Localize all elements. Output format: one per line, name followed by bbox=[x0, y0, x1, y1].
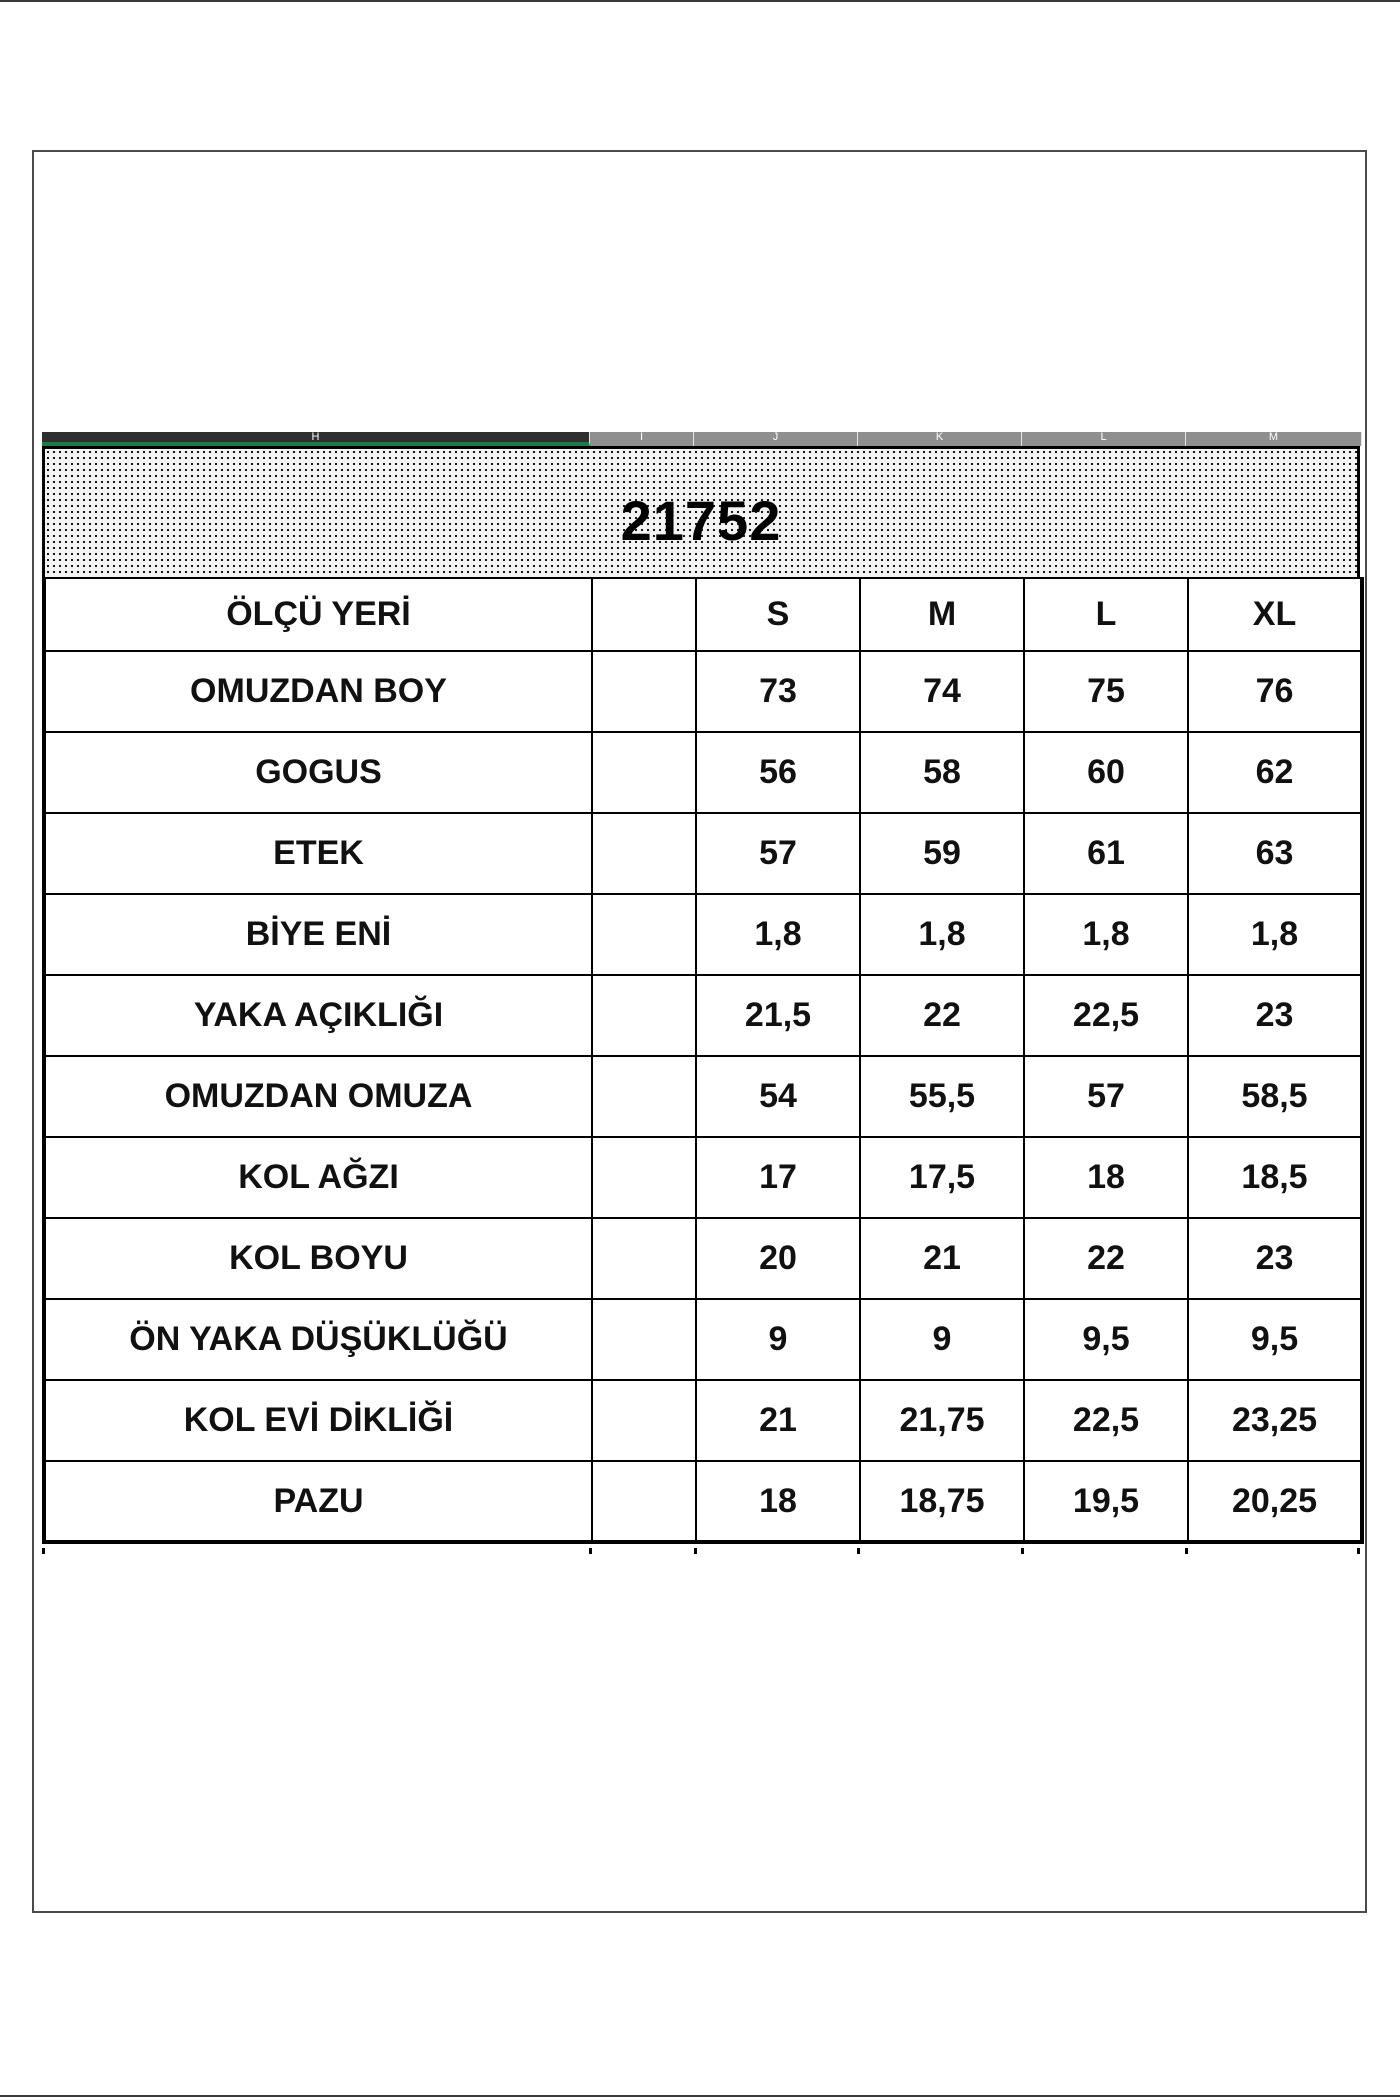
grid-tick bbox=[1021, 1548, 1024, 1554]
column-header-m: M bbox=[1186, 432, 1362, 446]
table-row bbox=[44, 813, 1362, 894]
table-row bbox=[44, 1137, 1362, 1218]
blank-cell bbox=[592, 975, 696, 1056]
measurement-label: GOGUS bbox=[44, 732, 592, 813]
value-cell-xl: 63 bbox=[1188, 813, 1362, 894]
value-cell-xl: 58,5 bbox=[1188, 1056, 1362, 1137]
value-cell-l: 60 bbox=[1024, 732, 1188, 813]
value-cell-s: 18 bbox=[696, 1461, 860, 1542]
page-bottom-rule bbox=[0, 2095, 1400, 2097]
value-cell-s: 73 bbox=[696, 651, 860, 732]
header-size-s: S bbox=[696, 578, 860, 651]
value-cell-xl: 23 bbox=[1188, 1218, 1362, 1299]
grid-tick bbox=[857, 1548, 860, 1554]
value-cell-l: 18 bbox=[1024, 1137, 1188, 1218]
column-header-l: L bbox=[1022, 432, 1186, 446]
value-cell-s: 9 bbox=[696, 1299, 860, 1380]
column-header-h: H bbox=[42, 432, 590, 446]
grid-tick bbox=[589, 1548, 592, 1554]
value-cell-s: 54 bbox=[696, 1056, 860, 1137]
value-cell-xl: 1,8 bbox=[1188, 894, 1362, 975]
value-cell-xl: 76 bbox=[1188, 651, 1362, 732]
spreadsheet-column-strip bbox=[42, 432, 1362, 446]
value-cell-s: 17 bbox=[696, 1137, 860, 1218]
value-cell-l: 9,5 bbox=[1024, 1299, 1188, 1380]
table-row bbox=[44, 1218, 1362, 1299]
value-cell-m: 21,75 bbox=[860, 1380, 1024, 1461]
header-blank-cell bbox=[592, 578, 696, 651]
value-cell-m: 74 bbox=[860, 651, 1024, 732]
table-row bbox=[44, 975, 1362, 1056]
grid-tick bbox=[1185, 1548, 1188, 1554]
value-cell-m: 9 bbox=[860, 1299, 1024, 1380]
blank-cell bbox=[592, 1137, 696, 1218]
value-cell-xl: 9,5 bbox=[1188, 1299, 1362, 1380]
table-row bbox=[44, 651, 1362, 732]
measurement-label: YAKA AÇIKLIĞI bbox=[44, 975, 592, 1056]
measurement-label: PAZU bbox=[44, 1461, 592, 1542]
value-cell-s: 21,5 bbox=[696, 975, 860, 1056]
blank-cell bbox=[592, 813, 696, 894]
value-cell-s: 20 bbox=[696, 1218, 860, 1299]
grid-tick bbox=[42, 1548, 45, 1554]
blank-cell bbox=[592, 894, 696, 975]
column-header-j: J bbox=[694, 432, 858, 446]
header-size-m: M bbox=[860, 578, 1024, 651]
value-cell-xl: 18,5 bbox=[1188, 1137, 1362, 1218]
blank-cell bbox=[592, 651, 696, 732]
value-cell-m: 22 bbox=[860, 975, 1024, 1056]
document-title: 21752 bbox=[620, 489, 782, 552]
page-top-rule bbox=[0, 0, 1400, 2]
measurement-label: BİYE ENİ bbox=[44, 894, 592, 975]
measurement-label: KOL BOYU bbox=[44, 1218, 592, 1299]
grid-tick bbox=[694, 1548, 697, 1554]
value-cell-l: 57 bbox=[1024, 1056, 1188, 1137]
value-cell-l: 22 bbox=[1024, 1218, 1188, 1299]
value-cell-l: 61 bbox=[1024, 813, 1188, 894]
table-row bbox=[44, 1461, 1362, 1542]
value-cell-s: 1,8 bbox=[696, 894, 860, 975]
measurement-label: OMUZDAN BOY bbox=[44, 651, 592, 732]
value-cell-l: 19,5 bbox=[1024, 1461, 1188, 1542]
table-row bbox=[44, 894, 1362, 975]
blank-cell bbox=[592, 1461, 696, 1542]
table-row bbox=[44, 732, 1362, 813]
blank-cell bbox=[592, 1299, 696, 1380]
measurement-label: ETEK bbox=[44, 813, 592, 894]
value-cell-m: 21 bbox=[860, 1218, 1024, 1299]
blank-cell bbox=[592, 1218, 696, 1299]
value-cell-l: 75 bbox=[1024, 651, 1188, 732]
value-cell-xl: 23,25 bbox=[1188, 1380, 1362, 1461]
value-cell-m: 1,8 bbox=[860, 894, 1024, 975]
measurement-label: KOL EVİ DİKLİĞİ bbox=[44, 1380, 592, 1461]
measurement-label: KOL AĞZI bbox=[44, 1137, 592, 1218]
blank-cell bbox=[592, 1056, 696, 1137]
header-label-cell: ÖLÇÜ YERİ bbox=[44, 578, 592, 651]
value-cell-m: 55,5 bbox=[860, 1056, 1024, 1137]
value-cell-l: 22,5 bbox=[1024, 975, 1188, 1056]
blank-cell bbox=[592, 732, 696, 813]
value-cell-xl: 23 bbox=[1188, 975, 1362, 1056]
grid-tick bbox=[1357, 1548, 1360, 1554]
table-row bbox=[44, 1056, 1362, 1137]
value-cell-s: 57 bbox=[696, 813, 860, 894]
column-header-i: I bbox=[590, 432, 694, 446]
value-cell-xl: 62 bbox=[1188, 732, 1362, 813]
measurement-label: ÖN YAKA DÜŞÜKLÜĞÜ bbox=[44, 1299, 592, 1380]
value-cell-s: 56 bbox=[696, 732, 860, 813]
table-row bbox=[44, 1299, 1362, 1380]
table-row bbox=[44, 1380, 1362, 1461]
value-cell-m: 59 bbox=[860, 813, 1024, 894]
value-cell-xl: 20,25 bbox=[1188, 1461, 1362, 1542]
value-cell-l: 1,8 bbox=[1024, 894, 1188, 975]
value-cell-s: 21 bbox=[696, 1380, 860, 1461]
column-header-k: K bbox=[858, 432, 1022, 446]
title-block bbox=[42, 446, 1360, 578]
value-cell-m: 18,75 bbox=[860, 1461, 1024, 1542]
size-chart-table bbox=[42, 577, 1364, 1544]
measurement-label: OMUZDAN OMUZA bbox=[44, 1056, 592, 1137]
value-cell-l: 22,5 bbox=[1024, 1380, 1188, 1461]
header-size-xl: XL bbox=[1188, 578, 1362, 651]
value-cell-m: 17,5 bbox=[860, 1137, 1024, 1218]
header-size-l: L bbox=[1024, 578, 1188, 651]
table-header-row bbox=[44, 578, 1362, 651]
blank-cell bbox=[592, 1380, 696, 1461]
value-cell-m: 58 bbox=[860, 732, 1024, 813]
